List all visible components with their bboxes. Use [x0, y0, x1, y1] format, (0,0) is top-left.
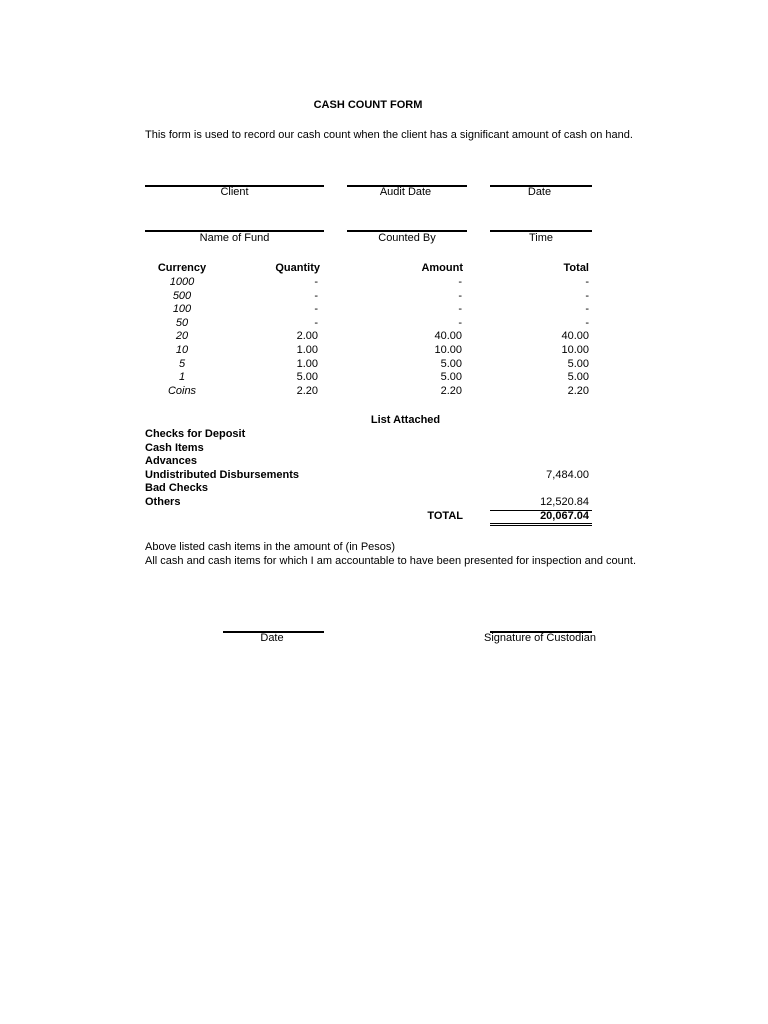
cash-item-label: Checks for Deposit: [145, 428, 246, 440]
statement-accountability: All cash and cash items for which I am accountable to have been presented for inspection and count.: [145, 555, 637, 567]
cash-item-label: Advances: [145, 455, 197, 467]
amount-cell: -: [458, 290, 462, 302]
quantity-header: Quantity: [275, 262, 320, 274]
quantity-cell: -: [314, 303, 318, 315]
cash-item-value: 7,484.00: [546, 469, 589, 481]
date-label: Date: [527, 186, 552, 198]
total-cell: 5.00: [567, 371, 589, 383]
amount-cell: 40.00: [434, 330, 462, 342]
quantity-cell: 2.00: [296, 330, 318, 342]
currency-cell: 5: [178, 358, 186, 370]
cash-item-label: Cash Items: [145, 442, 204, 454]
amount-cell: -: [458, 276, 462, 288]
total-underline-2: [490, 525, 592, 526]
statement-amount: Above listed cash items in the amount of (in Pesos): [145, 541, 396, 553]
amount-cell: 2.20: [440, 385, 462, 397]
quantity-cell: 1.00: [296, 358, 318, 370]
audit-date-label: Audit Date: [379, 186, 432, 198]
cash-item-label: Others: [145, 496, 181, 508]
form-title: CASH COUNT FORM: [313, 99, 423, 111]
form-description: This form is used to record our cash count when the client has a significant amount of cash on hand.: [145, 129, 633, 141]
name-of-fund-label: Name of Fund: [199, 232, 270, 244]
amount-cell: 10.00: [434, 344, 462, 356]
signature-date-label: Date: [260, 632, 284, 644]
currency-cell: 10: [175, 344, 189, 356]
currency-cell: 50: [175, 317, 189, 329]
total-cell: 5.00: [567, 358, 589, 370]
total-cell: 10.00: [561, 344, 589, 356]
quantity-cell: -: [314, 317, 318, 329]
amount-cell: -: [458, 303, 462, 315]
currency-cell: 20: [175, 330, 189, 342]
counted-by-label: Counted By: [378, 232, 436, 244]
currency-cell: 100: [172, 303, 192, 315]
list-attached-label: List Attached: [370, 414, 441, 426]
total-value: 20,067.04: [540, 510, 589, 522]
total-cell: -: [585, 276, 589, 288]
cash-item-value: 12,520.84: [540, 496, 589, 508]
quantity-cell: 2.20: [296, 385, 318, 397]
currency-cell: 500: [172, 290, 192, 302]
total-cell: -: [585, 290, 589, 302]
total-cell: -: [585, 317, 589, 329]
total-cell: -: [585, 303, 589, 315]
quantity-cell: 5.00: [296, 371, 318, 383]
total-cell: 2.20: [567, 385, 589, 397]
currency-cell: 1: [178, 371, 186, 383]
custodian-signature-label: Signature of Custodian: [484, 632, 596, 644]
quantity-cell: -: [314, 290, 318, 302]
amount-cell: 5.00: [440, 358, 462, 370]
quantity-cell: -: [314, 276, 318, 288]
amount-header: Amount: [421, 262, 463, 274]
cash-item-label: Bad Checks: [145, 482, 208, 494]
total-label: TOTAL: [427, 510, 463, 522]
currency-cell: 1000: [169, 276, 195, 288]
total-underline-1: [490, 523, 592, 524]
client-label: Client: [220, 186, 249, 198]
amount-cell: -: [458, 317, 462, 329]
currency-cell: Coins: [167, 385, 197, 397]
cash-item-label: Undistributed Disbursements: [145, 469, 300, 481]
total-header: Total: [563, 262, 589, 274]
amount-cell: 5.00: [440, 371, 462, 383]
total-cell: 40.00: [561, 330, 589, 342]
time-label: Time: [528, 232, 554, 244]
currency-header: Currency: [157, 262, 207, 274]
quantity-cell: 1.00: [296, 344, 318, 356]
